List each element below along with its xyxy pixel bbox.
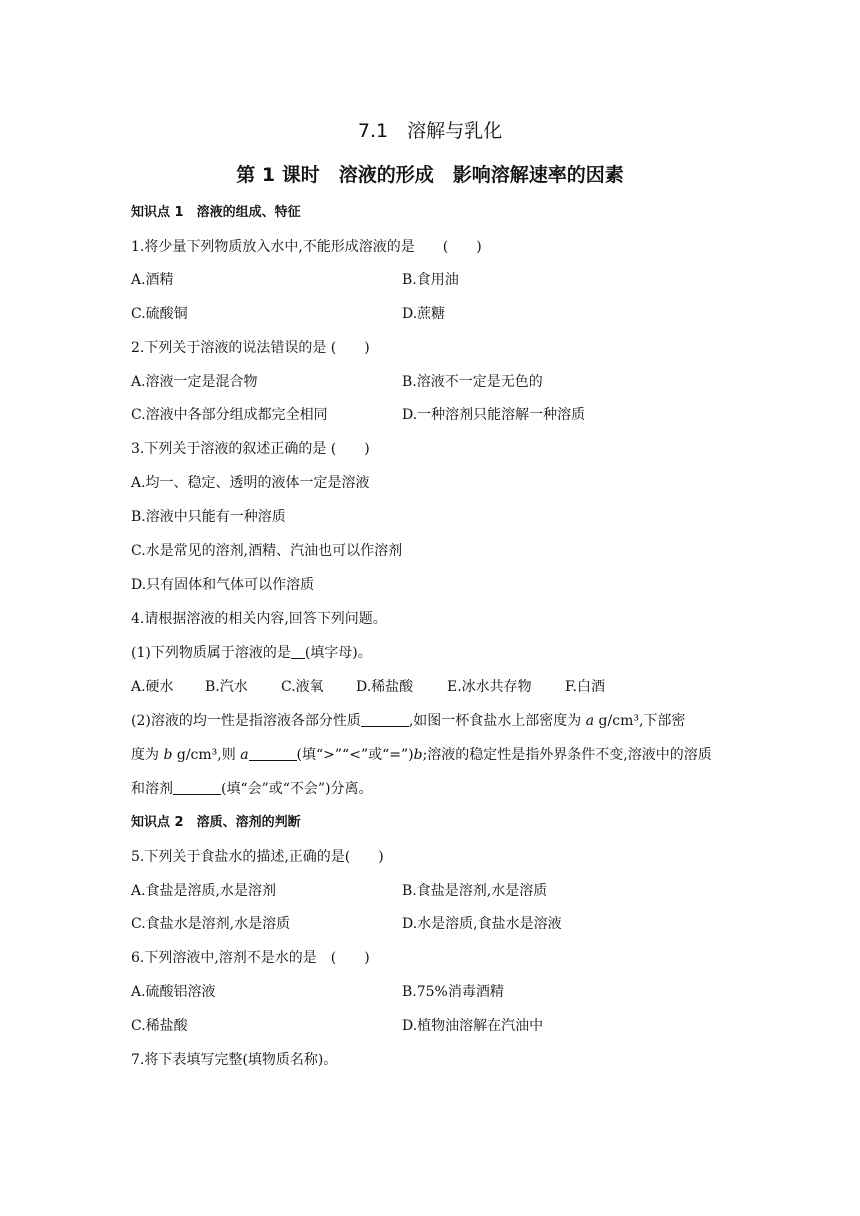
q5-row-ab [131,882,831,900]
q4-part2-line3 [131,780,373,798]
q4-part2-text: 度为 [131,747,164,763]
q1-row-cd [131,305,831,323]
q5-stem: 5.下列关于食盐水的描述,正确的是( ) [131,849,384,865]
q4-option-c: C.液氧 [281,679,324,695]
q4-option-e: E.冰水共存物 [447,679,532,695]
q5-option-a: A.食盐是溶质,水是溶剂 [131,883,277,899]
q4-options-row [131,678,605,696]
q4-stem: 4.请根据溶液的相关内容,回答下列问题。 [131,611,387,627]
q4-part2-blank-3[interactable] [173,780,221,795]
q3-option-d: D.只有固体和气体可以作溶质 [131,577,315,593]
q1-option-a: A.酒精 [131,272,174,288]
q4-part2-blank-1[interactable] [361,712,409,727]
q4-part2-line1 [131,712,685,730]
q5-option-d: D.水是溶质,食盐水是溶液 [402,916,562,932]
q3-option-a: A.均一、稳定、透明的液体一定是溶液 [131,475,370,491]
q4-part2-text: ;溶液的稳定性是指外界条件不变,溶液中的溶质 [422,747,712,763]
q2-option-b: B.溶液不一定是无色的 [402,374,543,390]
q3-option-b: B.溶液中只能有一种溶质 [131,509,286,525]
q2-option-d: D.一种溶剂只能溶解一种溶质 [402,407,586,423]
variable-a: a [240,747,249,763]
q4-part1-blank[interactable] [291,644,305,659]
q2-option-c: C.溶液中各部分组成都完全相同 [131,407,328,423]
q4-part2-text: (2)溶液的均一性是指溶液各部分性质 [131,713,361,729]
q3-option-c: C.水是常见的溶剂,酒精、汽油也可以作溶剂 [131,543,403,559]
q1-row-ab [131,271,831,289]
knowledge-point-1-heading: 知识点 1 溶液的组成、特征 [131,205,301,220]
q2-stem: 2.下列关于溶液的说法错误的是 ( ) [131,340,370,356]
variable-b: b [163,747,173,763]
q5-row-cd [131,915,831,933]
q4-part1-suffix: (填字母)。 [304,645,372,661]
q4-option-a: A.硬水 [131,679,174,695]
q4-part2-text: g/cm³,下部密 [594,713,686,729]
q5-option-c: C.食盐水是溶剂,水是溶质 [131,916,291,932]
q4-part2-text: (填“>”“<”或“=”) [296,747,414,763]
q6-option-c: C.稀盐酸 [131,1018,188,1034]
variable-b: b [413,747,423,763]
q6-option-b: B.75%消毒酒精 [402,984,504,1000]
section-title: 7.1 溶解与乳化 [357,120,503,142]
q1-option-d: D.蔗糖 [402,306,446,322]
q4-option-b: B.汽水 [205,679,248,695]
q4-option-f: F.白酒 [565,679,605,695]
q1-option-c: C.硫酸铜 [131,306,188,322]
q2-row-cd [131,406,831,424]
q2-row-ab [131,373,831,391]
lesson-title: 第 1 课时 溶液的形成 影响溶解速率的因素 [236,164,624,186]
q4-part2-blank-2[interactable] [249,746,297,761]
q3-stem: 3.下列关于溶液的叙述正确的是 ( ) [131,441,370,457]
q6-row-ab [131,983,831,1001]
q4-part1-prefix: (1)下列物质属于溶液的是 [131,645,291,661]
q6-option-a: A.硫酸铝溶液 [131,984,216,1000]
q2-option-a: A.溶液一定是混合物 [131,374,258,390]
q4-part2-text: ,如图一杯食盐水上部密度为 [408,713,586,729]
q5-option-b: B.食盐是溶剂,水是溶质 [402,883,548,899]
q6-option-d: D.植物油溶解在汽油中 [402,1018,544,1034]
q7-stem: 7.将下表填写完整(填物质名称)。 [131,1052,338,1068]
q1-option-b: B.食用油 [402,272,459,288]
q4-part2-text: (填“会”或“不会”)分离。 [221,781,373,797]
q4-part1 [131,644,372,662]
knowledge-point-2-heading: 知识点 2 溶质、溶剂的判断 [131,815,301,830]
q4-part2-text: 和溶剂 [131,781,173,797]
q1-stem: 1.将少量下列物质放入水中,不能形成溶液的是 ( ) [131,239,482,255]
q4-part2-line2 [131,746,712,764]
q4-part2-text: g/cm³,则 [172,747,241,763]
q6-stem: 6.下列溶液中,溶剂不是水的是 ( ) [131,950,370,966]
variable-a: a [585,713,595,729]
q6-row-cd [131,1017,831,1035]
q4-option-d: D.稀盐酸 [356,679,414,695]
